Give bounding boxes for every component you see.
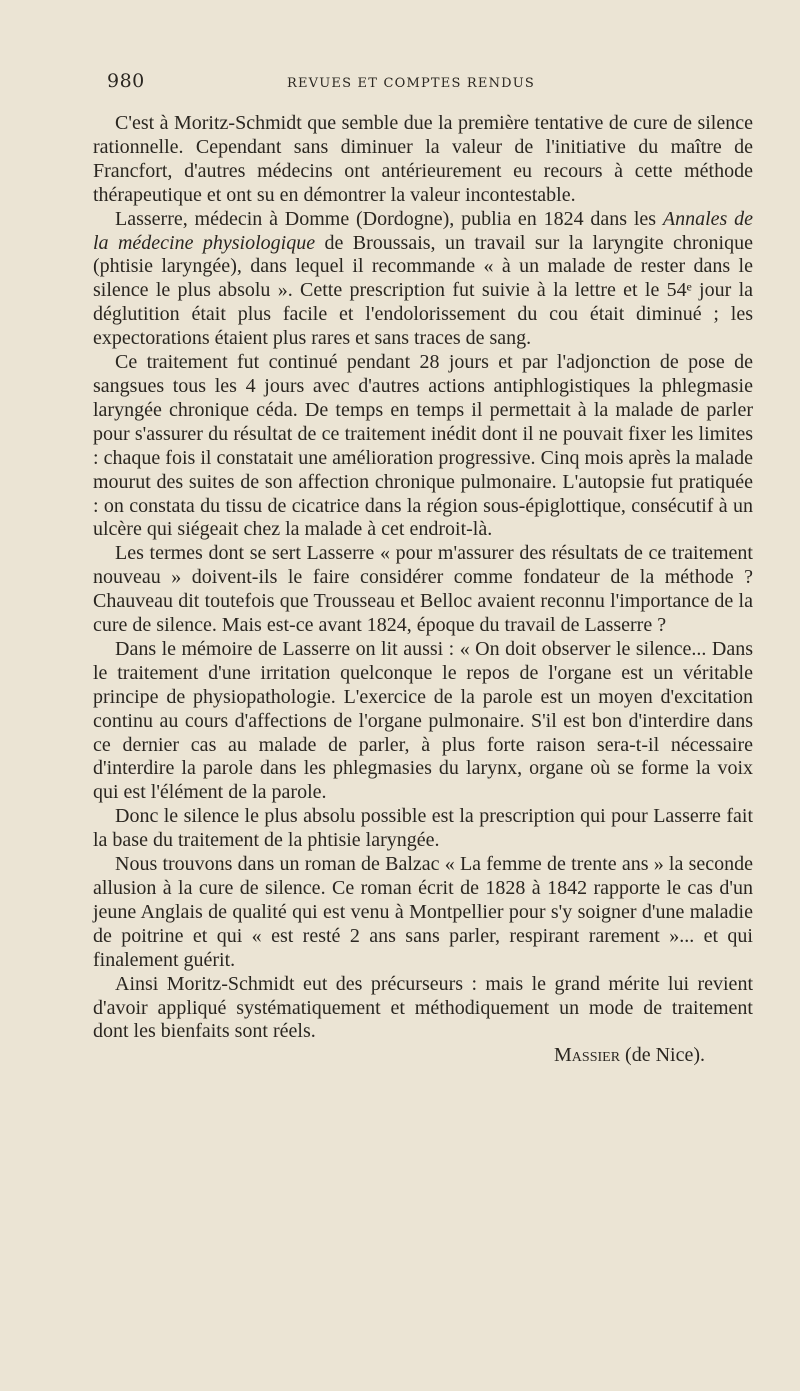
paragraph: Les termes dont se sert Lasserre « pour m'assurer des résultats de ce traitement nouveau » doivent-ils le faire considérer comme fondateur de la méthode ? Chauveau dit toutefois que Trousseau et Belloc avaient reconnu l'importance de la cure de silence. Mais est-ce avant 1824, époque du travail de Lasserre ? xyxy=(93,542,753,637)
paragraph-text: de Broussais, un travail sur la laryngite chronique (phtisie laryngée), dans lequel il recommande « à un malade de rester dans le silence le plus absolu ». Cette prescription fut suivie à la lettre et le 54ᵉ jour la déglutition était plus facile et l'endolorissement du cou était diminué ; les expectorations étaient plus rares et sans traces de sang. xyxy=(93,231,753,350)
paragraph: Ce traitement fut continué pendant 28 jours et par l'adjonction de pose de sangsues tous les 4 jours avec d'autres actions antiphlogistiques la phlegmasie laryngée chronique céda. De temps en temps il permettait à la malade de parler pour s'assurer du résultat de ce traitement inédit dont il ne pouvait fixer les limites : chaque fois il constatait une amélioration progressive. Cinq mois après la malade mourut des suites de son affection chronique pulmonaire. L'autopsie fut pratiquée : on constata du tissu de cicatrice dans la région sous-épiglottique, consécutif à un ulcère qui siégeait chez la malade à cet endroit-là. xyxy=(93,351,753,541)
page-header xyxy=(107,70,752,100)
paragraph: Ainsi Moritz-Schmidt eut des précurseurs : mais le grand mérite lui revient d'avoir appliqué systématiquement et méthodiquement un mode de traitement dont les bienfaits sont réels. xyxy=(93,972,753,1043)
paragraph: Dans le mémoire de Lasserre on lit aussi : « On doit observer le silence... Dans le traitement d'une irritation quelconque le repos de l'organe est un véritable principe de physiopathologie. L'exercice de la parole est un moyen d'excitation continu au cours d'affections de l'organe pulmonaire. S'il est bon d'interdire dans ce dernier cas au malade de parler, à plus forte raison sera-t-il nécessaire d'interdire la parole dans les phlegmasies du larynx, organe où se forme la voix qui est l'élément de la parole. xyxy=(93,637,753,804)
page-number: 980 xyxy=(107,70,145,92)
paragraph-lasserre xyxy=(93,208,753,351)
running-head: REVUES ET COMPTES RENDUS xyxy=(287,76,536,91)
journal-title: Annales de la médecine physiologique xyxy=(93,207,753,254)
paragraph-text: Lasserre, médecin à Domme (Dordogne), publia en 1824 dans les xyxy=(115,207,663,230)
paragraph: Donc le silence le plus absolu possible est la prescription qui pour Lasserre fait la base du traitement de la phtisie laryngée. xyxy=(93,805,753,852)
author-affiliation: (de Nice). xyxy=(625,1044,705,1067)
paragraph: Nous trouvons dans un roman de Balzac « La femme de trente ans » la seconde allusion à la cure de silence. Ce roman écrit de 1828 à 1842 rapporte le cas d'un jeune Anglais de qualité qui est venu à Montpellier pour s'y soigner d'une maladie de poitrine et qui « est resté 2 ans sans parler, respirant rarement »... et qui finalement guérit. xyxy=(93,853,753,971)
author-signature xyxy=(93,1044,753,1068)
paragraph: C'est à Moritz-Schmidt que semble due la première tentative de cure de silence rationnelle. Cependant sans diminuer la valeur de l'initiative du maître de Francfort, d'autres médecins ont antérieurement eu recours à cette méthode thérapeutique et ont su en démontrer la valeur incontestable. xyxy=(93,112,753,206)
author-name: Massier xyxy=(554,1044,621,1067)
article-body xyxy=(93,112,753,1068)
